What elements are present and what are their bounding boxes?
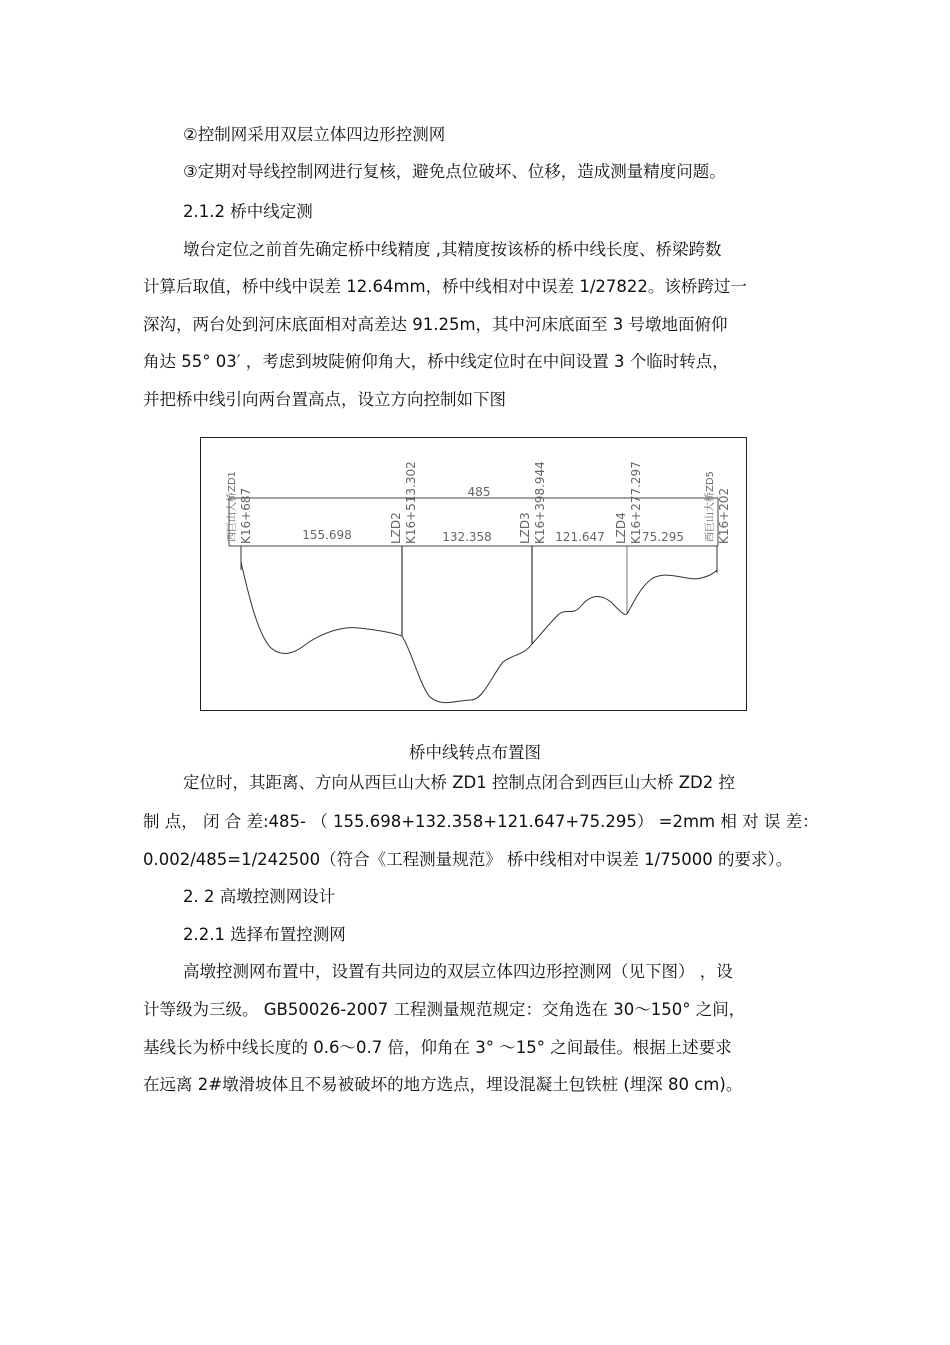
paragraph-line-1: ②控制网采用双层立体四边形控测网 — [183, 125, 446, 144]
total-length-label: 485 — [467, 485, 491, 499]
point-label-zd1: 西巨山大桥ZD1 — [227, 471, 238, 542]
segment-label-1: 155.698 — [302, 528, 352, 542]
point-label-lzd2: LZD2 — [389, 512, 403, 544]
station-label-zd5: K16+202 — [717, 487, 731, 544]
section-heading-2-2: 2. 2 高墩控测网设计 — [183, 887, 336, 906]
bridge-centerline-figure — [200, 437, 747, 711]
station-label-zd1: K16+687 — [239, 487, 253, 544]
section-heading-2-2-1: 2.2.1 选择布置控测网 — [183, 925, 346, 944]
paragraph-line-7: 角达 55° 03′ ，考虑到坡陡俯仰角大，桥中线定位时在中间设置 3 个临时转点， — [143, 352, 729, 371]
point-lzd3-label-group — [518, 461, 547, 544]
paragraph-line-8: 并把桥中线引向两台置高点，设立方向控制如下图 — [143, 390, 506, 409]
paragraph-line-10: 制 点， 闭 合 差:485- （ 155.698+132.358+121.647+75.295） =2mm 相 对 误 差： — [143, 812, 819, 831]
paragraph-line-4: 墩台定位之前首先确定桥中线精度 ,其精度按该桥的桥中线长度、桥梁跨数 — [183, 240, 722, 259]
paragraph-line-16: 基线长为桥中线长度的 0.6～0.7 倍，仰角在 3° ～15° 之间最佳。根据上述要求 — [143, 1038, 732, 1057]
paragraph-line-9: 定位时，其距离、方向从西巨山大桥 ZD1 控制点闭合到西巨山大桥 ZD2 控 — [183, 773, 735, 792]
segment-label-3: 121.647 — [555, 530, 605, 544]
station-label-lzd3: K16+398.944 — [533, 461, 547, 544]
point-label-lzd4: LZD4 — [614, 512, 628, 544]
point-label-zd5: 西巨山大桥ZD5 — [705, 471, 716, 542]
paragraph-line-11: 0.002/485=1/242500（符合《工程测量规范》 桥中线相对中误差 1/75000 的要求）。 — [143, 850, 793, 869]
segment-label-4: 75.295 — [642, 530, 684, 544]
paragraph-line-14: 高墩控测网布置中，设置有共同边的双层立体四边形控测网（见下图） ，设 — [183, 962, 733, 981]
paragraph-line-15: 计等级为三级。 GB50026-2007 工程测量规范规定：交角选在 30～150° 之间， — [143, 1000, 746, 1019]
point-zd5-label-group — [703, 471, 731, 544]
figure-caption: 桥中线转点布置图 — [409, 743, 541, 762]
paragraph-line-6: 深沟，两台处到河床底面相对高差达 91.25m，其中河床底面至 3 号墩地面俯仰 — [143, 315, 728, 334]
terrain-profile — [241, 562, 717, 703]
point-label-lzd3: LZD3 — [518, 512, 532, 544]
point-zd1-label-group — [225, 471, 253, 544]
bridge-centerline-diagram — [201, 438, 746, 710]
paragraph-line-5: 计算后取值，桥中线中误差 12.64mm，桥中线相对中误差 1/27822。该桥跨过一 — [143, 277, 747, 296]
station-label-lzd2: K16+513.302 — [404, 461, 418, 544]
paragraph-line-17: 在远离 2#墩滑坡体且不易被破坏的地方选点，埋设混凝土包铁桩 (埋深 80 cm)。 — [143, 1075, 743, 1094]
point-lzd4-label-group — [614, 461, 643, 544]
point-lzd2-label-group — [389, 461, 418, 544]
paragraph-line-2: ③定期对导线控制网进行复核，避免点位破坏、位移，造成测量精度问题。 — [183, 162, 726, 181]
segment-label-2: 132.358 — [442, 530, 492, 544]
station-label-lzd4: K16+277.297 — [629, 461, 643, 544]
section-heading-2-1-2: 2.1.2 桥中线定测 — [183, 202, 313, 221]
